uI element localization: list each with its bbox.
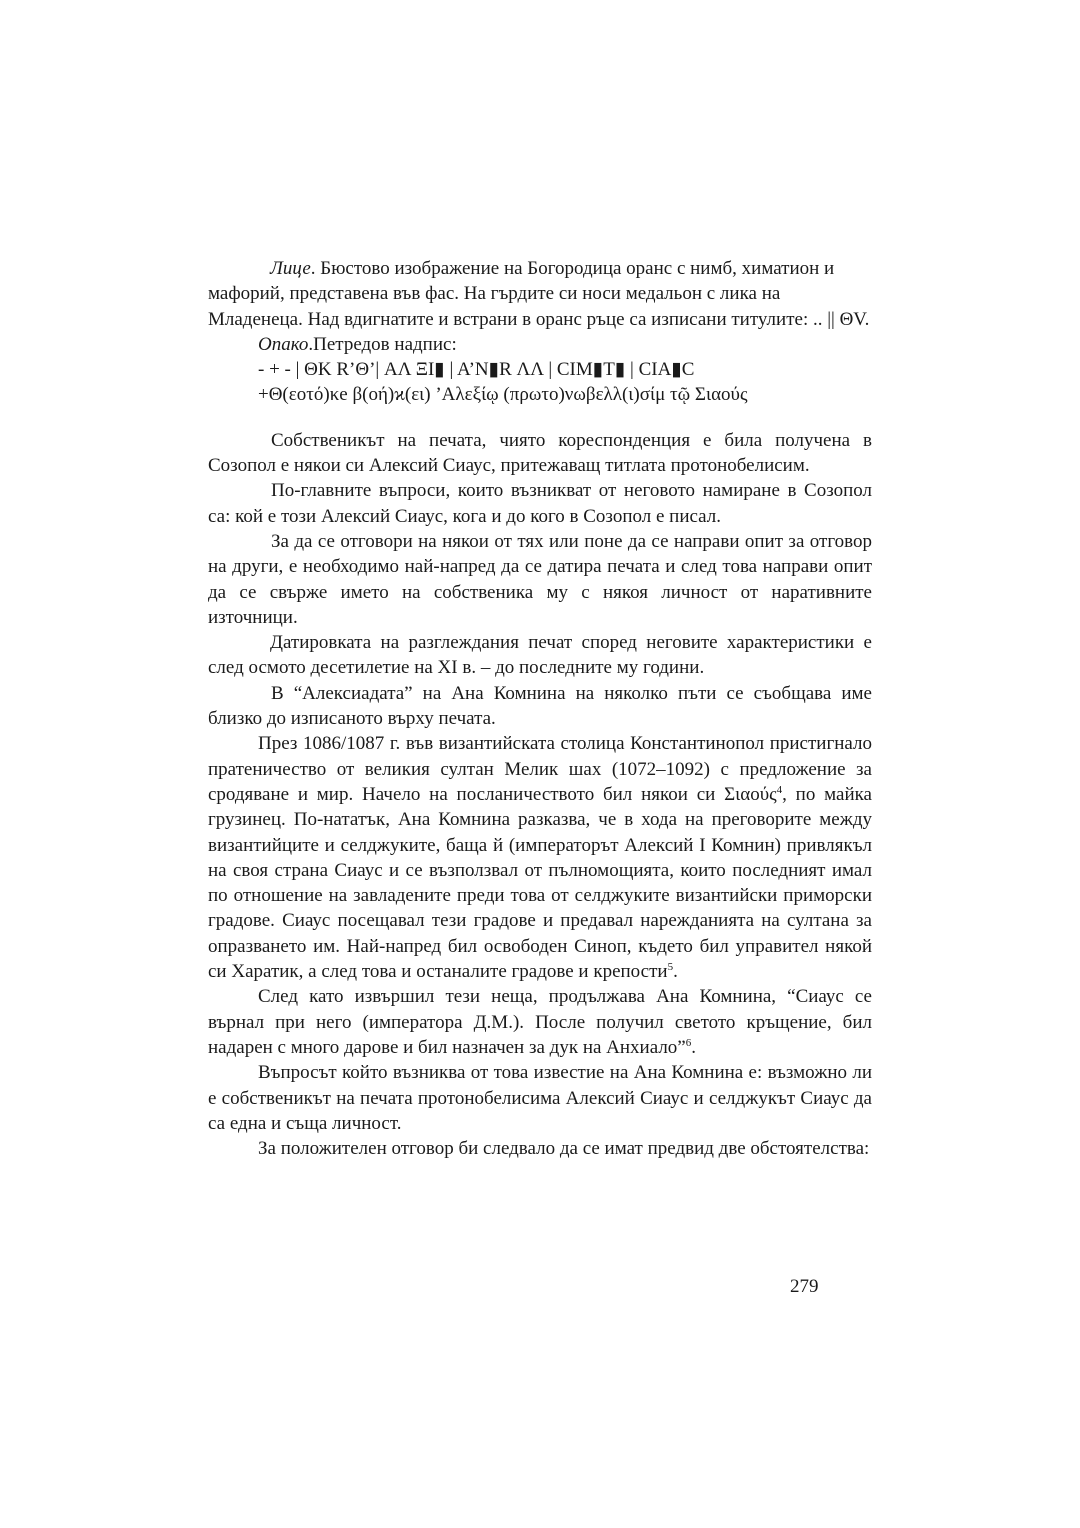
section-gap [208, 408, 872, 428]
paragraph: В “Алексиадата” на Ана Комнина на няколко пъти се съобщава име близко до изписаното върху печата. [208, 682, 872, 730]
paragraph-positive: За положителен отговор би следвало да се имат предвид две обстоятелства: [258, 1138, 870, 1160]
page-number: 279 [790, 1276, 819, 1297]
paragraph-embassy-text-2: , по майка грузинец. По-нататък, Ана Комнина разказва, че в хода на преговорите между византийците и селджуките, баща й (императорът Алексий I Комнин) привлякъл на своя страна Сиаус и се възползвал от пълномощията, които последният имал по отношение на завладените преди това от селджуките византийски приморски градове. Сиаус посещавал тези градове и предавал нарежданията на султана за опразването им. Най-напред бил освободен Синоп, където бил управител някой си Харатик, а след това и останалите градове и крепости [208, 783, 872, 983]
paragraph: По-главните въпроси, които възникват от неговото намиране в Созопол са: кой е този Алексий Сиаус, кога и до кого в Созопол е писал. [208, 480, 872, 527]
obverse-inscription: .. || ΘV. [812, 308, 870, 330]
obverse-text: . Бюстово изображение на Богородица оранс с нимб, химатион и мафорий, представена във фас. На гърдите си носи медальон с лика на Младенеца. Над вдигнатите и встрани в оранс ръце са изписани титулите: [208, 258, 835, 330]
obverse-description [208, 256, 872, 332]
reverse-label: Опако [258, 333, 309, 355]
paragraph-embassy-end: . [673, 961, 678, 983]
obverse-label: Лице [270, 258, 311, 279]
footnote-ref-5[interactable]: 5 [667, 961, 674, 974]
paragraph-question: Въпросът който възниква от това известие на Ана Комнина е: възможно ли е собственикът на печата протонобелисима Алексий Сиаус и селджукът Сиаус да са една и съща личност. [208, 1062, 872, 1134]
reverse-text: .Петредов надпис: [308, 333, 457, 355]
paragraph-baptism-end: . [691, 1036, 696, 1058]
paragraph: Датировката на разглеждания печат според неговите характеристики е след осмото десетилетие на XI в. – до последните му години. [208, 632, 872, 679]
page-body [208, 256, 872, 1161]
paragraph: Собственикът на печата, чиято кореспонденция е била получена в Созопол е някои си Алексий Сиаус, притежаващ титлата протонобелисим. [208, 429, 872, 477]
paragraph-embassy [208, 731, 872, 984]
paragraph-baptism [208, 984, 872, 1060]
inscription-transcription: - + - | ΘK R’Θ’| AΛ ΞI▮ | A’N▮R ΛΛ | CIM▮T▮ | CIA▮C [258, 359, 695, 381]
paragraph: За да се отговори на някои от тях или поне да се направи опит за отговор на други, е необходимо най-напред да се датира печата и след това направи опит да се свърже името на собственика му с някоя личност от наративните източници. [208, 530, 872, 628]
footnote-ref-4[interactable]: 4 [776, 783, 783, 796]
reverse-description [208, 332, 872, 357]
paragraph-embassy-text: През 1086/1087 г. във византийската столица Константинопол пристигнало пратеничество от великия султан Мелик шах (1072–1092) с предложение за сродяване и мир. Начело на посланичеството бил някои си Σιαούς [208, 733, 872, 805]
footnote-ref-6[interactable]: 6 [685, 1036, 692, 1049]
inscription-greek-reading: +Θ(εοτό)κe β(οή)ϰ(ει) ’Αλεξίῳ (πρωτο)νωβελλ(ι)σίμ τῷ Σιαούς [258, 384, 748, 406]
paragraph-baptism-text: След като извършил тези неща, продължава Ана Комнина, “Сиаус се върнал при него (императора Д.М.). После получил светото кръщение, бил надарен с много дарове и бил назначен за дук на Анхиало” [208, 986, 872, 1058]
